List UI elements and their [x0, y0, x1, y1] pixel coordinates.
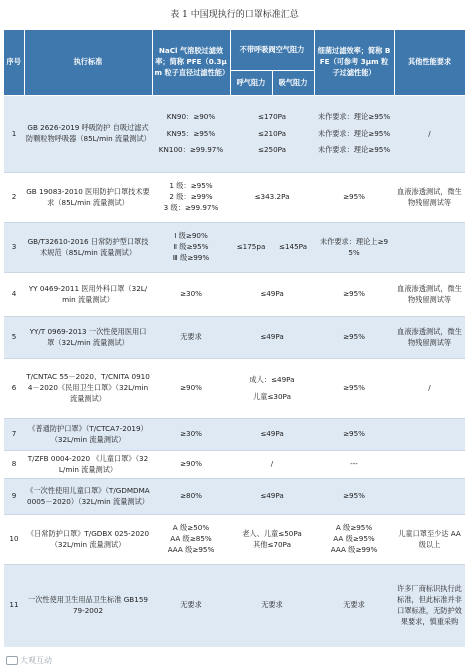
resistance-item: 其他≤70Pa — [253, 539, 291, 549]
row-exhale: ≤175pa — [230, 223, 272, 273]
row-resistance — [230, 359, 314, 419]
resistance-item: 老人、儿童≤50Pa — [242, 528, 302, 538]
row-no: 10 — [4, 515, 24, 565]
pfe-item: AAA 级≥95% — [167, 544, 215, 554]
row-other — [394, 479, 465, 515]
row-no: 6 — [4, 359, 24, 419]
row-other — [394, 223, 465, 273]
resistance-item: 成人：≤49Pa — [249, 374, 295, 384]
pfe-item: Ⅲ 级≥99% — [172, 252, 210, 262]
bfe-item: 未作要求：理论≥95% — [317, 145, 391, 155]
pfe-item: Ⅰ 级≥90% — [174, 231, 208, 241]
header-bfe: 细菌过滤效率；简称 BFE（可参考 3μm 粒子过滤性能） — [314, 30, 394, 96]
row-pfe — [152, 223, 230, 273]
row-inhale: ≤145Pa — [272, 223, 314, 273]
row-bfe: ≥95% — [314, 317, 394, 359]
row-bfe: ≥95% — [314, 359, 394, 419]
resistance-item: 儿童≤30Pa — [253, 391, 291, 401]
row-pfe: 无要求 — [152, 317, 230, 359]
row-bfe — [314, 96, 394, 173]
row-other: 许多厂商标识执行此标准，但此标准并非口罩标准，无防护效果要求，慎重采购 — [394, 565, 465, 647]
row-bfe — [314, 515, 394, 565]
header-pfe: NaCl 气溶胶过滤效率；简称 PFE（0.3μm 粒子直径过滤性能） — [152, 30, 230, 96]
row-other: 血液渗透测试，微生物残留测试等 — [394, 317, 465, 359]
row-bfe: ≥95% — [314, 479, 394, 515]
row-standard: T/CNTAC 55－2020、T/CNITA 09104－2020《民用卫生口罩》（32L/min 流量测试） — [24, 359, 152, 419]
row-bfe: 无要求 — [314, 565, 394, 647]
header-exhale: 呼气阻力 — [230, 71, 272, 96]
pfe-item: AA 级≥85% — [170, 534, 212, 544]
pfe-item: A 级≥50% — [172, 523, 210, 533]
row-resistance: ≤343.2Pa — [230, 173, 314, 223]
row-standard: 一次性使用卫生用品卫生标准 GB15979-2002 — [24, 565, 152, 647]
table-caption: 表 1 中国现执行的口罩标准汇总 — [170, 10, 299, 20]
row-standard: 《一次性使用儿童口罩》（T/GDMDMA 0005－2020）（32L/min 流量测试） — [24, 479, 152, 515]
row-other: 血液渗透测试，微生物残留测试等 — [394, 273, 465, 317]
pfe-item: KN95：≥95% — [166, 128, 216, 138]
row-bfe: 未作要求：理论上≥95% — [314, 223, 394, 273]
row-pfe: ≥90% — [152, 451, 230, 479]
pfe-item: KN90：≥90% — [166, 111, 216, 121]
row-resistance: ≤49Pa — [230, 419, 314, 451]
row-standard: 《普通防护口罩》（T/CTCA7-2019）（32L/min 流量测试） — [24, 419, 152, 451]
row-other — [394, 451, 465, 479]
row-standard: T/ZFB 0004-2020 《儿童口罩》（32L/min 流量测试） — [24, 451, 152, 479]
pfe-item: Ⅱ 级≥95% — [173, 242, 209, 252]
row-resistance: ≤49Pa — [230, 273, 314, 317]
watermark — [6, 655, 52, 666]
row-no: 9 — [4, 479, 24, 515]
row-resistance: ≤49Pa — [230, 317, 314, 359]
row-bfe: ≥95% — [314, 173, 394, 223]
row-resistance — [230, 515, 314, 565]
bfe-item: A 级≥95% — [335, 523, 373, 533]
row-standard: YY/T 0969-2013 一次性使用医用口罩（32L/min 流量测试） — [24, 317, 152, 359]
bfe-item: 未作要求：理论≥95% — [317, 111, 391, 121]
row-pfe: ≥80% — [152, 479, 230, 515]
row-other: / — [394, 96, 465, 173]
row-standard: YY 0469-2011 医用外科口罩（32L/min 流量测试） — [24, 273, 152, 317]
row-resistance: ≤49Pa — [230, 479, 314, 515]
header-no: 序号 — [4, 30, 24, 96]
row-other: 儿童口罩至少达 AA 级以上 — [394, 515, 465, 565]
row-standard: GB 19083-2010 医用防护口罩技术要求（85L/min 流量测试） — [24, 173, 152, 223]
row-no: 8 — [4, 451, 24, 479]
row-no: 4 — [4, 273, 24, 317]
header-other: 其他性能要求 — [394, 30, 465, 96]
mask-standards-table — [4, 30, 466, 647]
row-bfe: ≥95% — [314, 273, 394, 317]
row-pfe: ≥30% — [152, 419, 230, 451]
bfe-item: 未作要求：理论≥95% — [317, 128, 391, 138]
header-resistance: 不带呼吸阀空气阻力 — [230, 30, 314, 71]
row-pfe — [152, 515, 230, 565]
row-other: / — [394, 359, 465, 419]
pfe-item: 1 级：≥95% — [169, 181, 213, 191]
pfe-item: KN100：≥99.97% — [158, 145, 224, 155]
row-bfe: ≥95% — [314, 419, 394, 451]
row-pfe: 无要求 — [152, 565, 230, 647]
bfe-item: AA 级≥95% — [333, 534, 375, 544]
row-no: 7 — [4, 419, 24, 451]
resistance-item: ≤210Pa — [257, 128, 287, 138]
header-inhale: 吸气阻力 — [272, 71, 314, 96]
row-no: 1 — [4, 96, 24, 173]
resistance-item: ≤250Pa — [257, 145, 287, 155]
row-pfe: ≥30% — [152, 273, 230, 317]
row-resistance: 无要求 — [230, 565, 314, 647]
resistance-item: ≤170Pa — [257, 111, 287, 121]
row-no: 11 — [4, 565, 24, 647]
row-resistance: / — [230, 451, 314, 479]
row-pfe: ≥90% — [152, 359, 230, 419]
row-pfe — [152, 96, 230, 173]
header-standard: 执行标准 — [24, 30, 152, 96]
row-other — [394, 419, 465, 451]
row-resistance — [230, 96, 314, 173]
row-standard: GB/T32610-2016 日常防护型口罩技术规范（85L/min 流量测试） — [24, 223, 152, 273]
row-standard: 《日常防护口罩》T/GDBX 025-2020（32L/min 流量测试） — [24, 515, 152, 565]
pfe-item: 3 级：≥99.97% — [163, 202, 219, 212]
camera-icon — [6, 656, 18, 665]
row-other: 血液渗透测试，微生物残留测试等 — [394, 173, 465, 223]
row-bfe: --- — [314, 451, 394, 479]
row-pfe — [152, 173, 230, 223]
bfe-item: AAA 级≥99% — [330, 544, 378, 554]
watermark-text: 大观互动 — [20, 656, 52, 665]
pfe-item: 2 级：≥99% — [169, 192, 213, 202]
row-no: 5 — [4, 317, 24, 359]
row-no: 2 — [4, 173, 24, 223]
row-standard: GB 2626-2019 呼吸防护 自吸过滤式防颗粒物呼吸器（85L/min 流量测试） — [24, 96, 152, 173]
row-no: 3 — [4, 223, 24, 273]
